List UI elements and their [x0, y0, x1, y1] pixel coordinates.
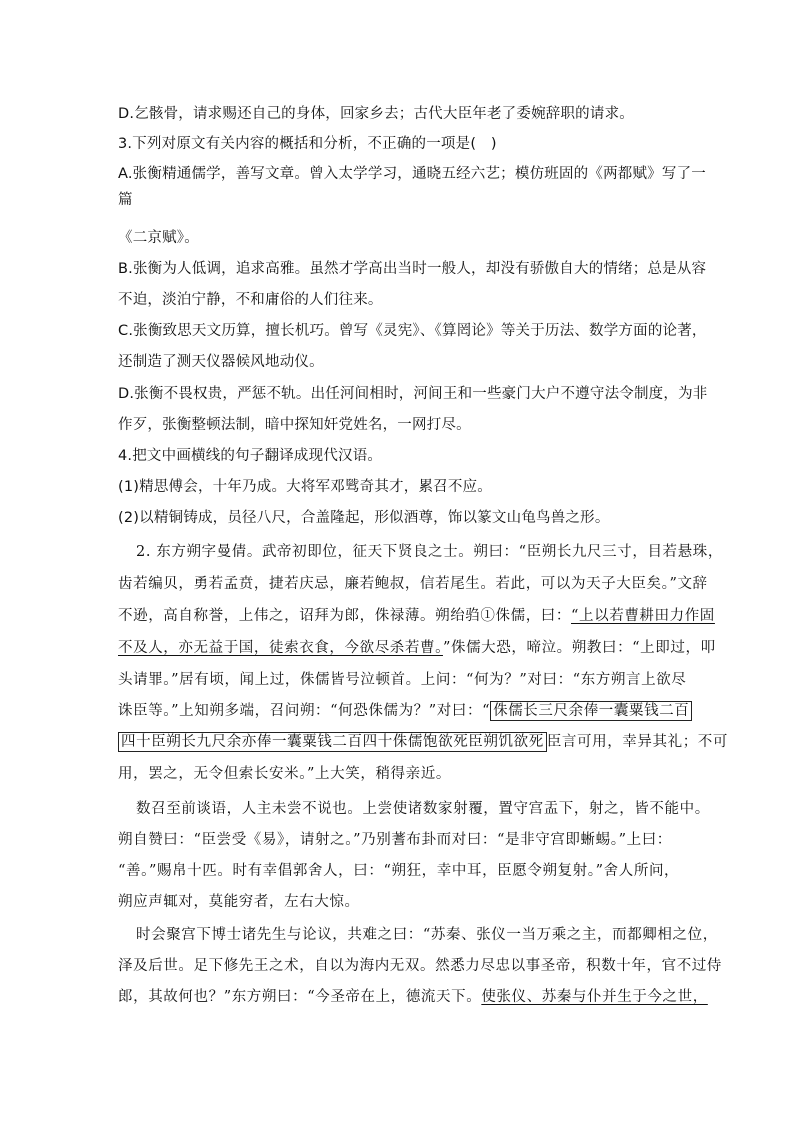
passage-line	[118, 701, 692, 721]
passage-line: 2. 东方朔字曼倩。武帝初即位，征天下贤良之士。朔曰：“臣朔长九尺三寸，目若悬珠，	[136, 544, 723, 560]
question-3-option-a-cont: 篇	[118, 192, 133, 208]
passage-line: 朔应声辄对，莫能穷者，左右大惊。	[118, 894, 360, 910]
passage-text: 诛臣等。”上知朔多端，召问朔：“何恐侏儒为？”对曰：“	[118, 703, 491, 719]
underlined-sentence: “上以若曹耕田力作固	[571, 608, 715, 624]
question-4-sentence-2: (2)以精铜铸成，员径八尺，合盖隆起，形似酒尊，饰以篆文山龟鸟兽之形。	[118, 510, 610, 526]
question-4-sentence-1: (1)精思傅会，十年乃成。大将军邓骘奇其才，累召不应。	[118, 479, 492, 495]
passage-text: 臣言可用，幸异其礼；不可	[546, 734, 729, 750]
question-3-option-b-cont: 不迫，淡泊宁静，不和庸俗的人们往来。	[118, 292, 383, 308]
passage-line: 时会聚宫下博士诸先生与论议，共难之曰：“苏秦、张仪一当万乘之主，而都卿相之位，	[136, 927, 718, 943]
passage-text: 郎，其故何也？”东方朔曰：“今圣帝在上，德流天下。	[118, 989, 482, 1005]
passage-line: 朔自赞曰：“臣尝受《易》，请射之。”乃别蓍布卦而对曰：“是非守宫即蜥蜴。”上曰：	[118, 832, 672, 848]
question-3-option-c: C.张衡致思天文历算，擅长机巧。曾写《灵宪》、《算罔论》等关于历法、数学方面的论著，	[118, 323, 707, 339]
question-3-option-a: A.张衡精通儒学，善写文章。曾入太学学习，通晓五经六艺；模仿班固的《两都赋》写了一	[118, 166, 706, 182]
passage-line	[118, 638, 716, 658]
passage-line: 数召至前谈语，人主未尝不说也。上尝使诸数家射覆，置守宫盂下，射之，皆不能中。	[136, 801, 710, 817]
question-4-stem: 4.把文中画横线的句子翻译成现代汉语。	[118, 448, 383, 464]
question-3-option-a-end: 《二京赋》。	[118, 230, 199, 246]
passage-line: 用，罢之，无令但索长安米。”上大笑，稍得亲近。	[118, 766, 451, 782]
boxed-sentence: 四十臣朔长九尺余亦俸一囊粟钱二百四十侏儒饱欲死臣朔饥欲死	[118, 732, 547, 752]
underlined-sentence: 不及人，亦无益于国，徒索衣食，今欲尽杀若曹。	[118, 640, 443, 656]
boxed-sentence: 侏儒长三尺余俸一囊粟钱二百	[490, 701, 692, 721]
passage-line: “善。”赐帛十匹。时有幸倡郭舍人，曰：“朔狂，幸中耳，臣愿令朔复射。”舍人所问，	[118, 863, 680, 879]
passage-line	[118, 732, 728, 752]
passage-text: 不逊，高自称誉，上伟之，诏拜为郎，侏禄薄。朔绐驺①侏儒，曰：	[118, 608, 571, 624]
question-3-stem: 3.下列对原文有关内容的概括和分析，不正确的一项是( )	[118, 136, 497, 152]
passage-line: 泽及后世。足下修先王之术，自以为海内无双。然悉力尽忠以事圣帝，积数十年，官不过侍	[118, 958, 722, 974]
underlined-sentence: 使张仪、苏秦与仆并生于今之世，	[481, 989, 708, 1005]
passage-line	[118, 606, 715, 626]
passage-line: 齿若编贝，勇若孟贲，捷若庆忌，廉若鲍叔，信若尾生。若此，可以为天子大臣矣。”文辞	[118, 576, 708, 592]
question-3-option-d-cont: 作歹，张衡整顿法制，暗中探知奸党姓名，一网打尽。	[118, 417, 471, 433]
question-3-option-b: B.张衡为人低调，追求高雅。虽然才学高出当时一般人，却没有骄傲自大的情绪；总是从容	[118, 261, 707, 277]
passage-line	[118, 987, 708, 1007]
question-3-option-d: D.张衡不畏权贵，严惩不轨。出任河间相时，河间王和一些豪门大户不遵守法令制度，为非	[118, 386, 708, 402]
passage-text: ”侏儒大恐，啼泣。朔教曰：“上即过，叩	[442, 640, 716, 656]
question-3-option-c-cont: 还制造了测天仪器候风地动仪。	[118, 354, 324, 370]
option-d-definition: D.乞骸骨，请求赐还自己的身体，回家乡去；古代大臣年老了委婉辞职的请求。	[118, 106, 634, 122]
passage-line: 头请罪。”居有顷，闻上过，侏儒皆号泣顿首。上问：“何为？”对曰：“东方朔言上欲尽	[118, 672, 687, 688]
